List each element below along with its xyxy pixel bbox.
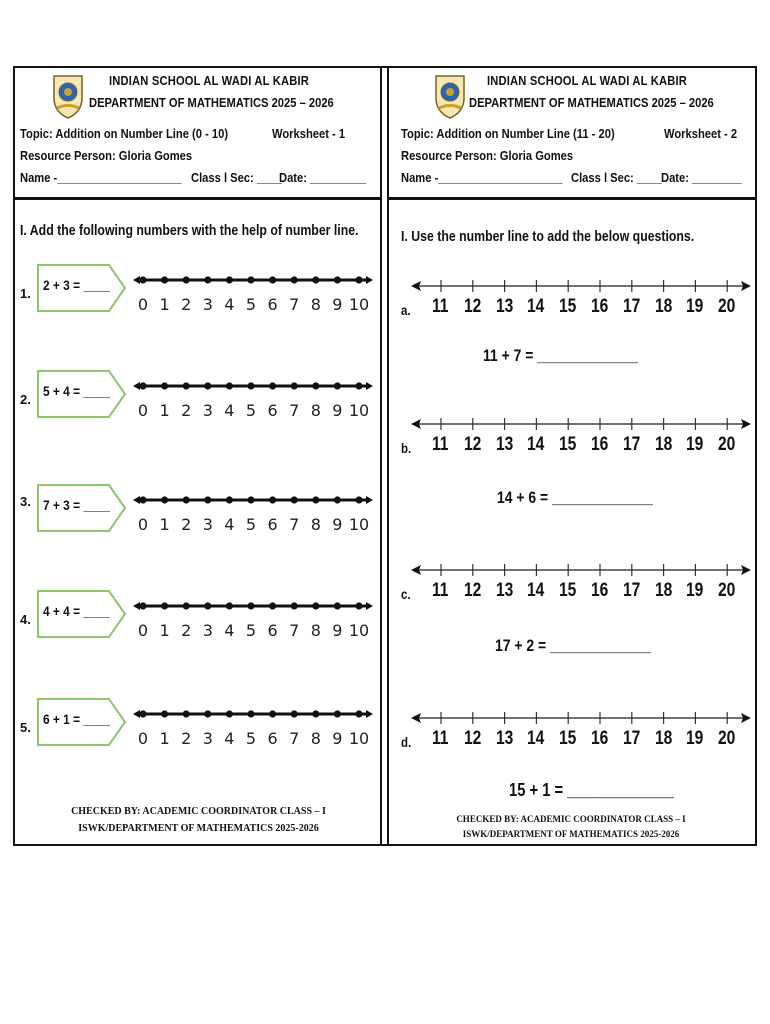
tick-dot	[269, 382, 276, 389]
question-expression[interactable]: 7 + 3 = ____	[43, 497, 110, 513]
arrow-right-icon	[366, 710, 373, 718]
tick-label: 16	[591, 296, 609, 317]
tick-dot	[312, 496, 319, 503]
tick-label: 8	[310, 515, 321, 534]
footer-checked-by: CHECKED BY: ACADEMIC COORDINATOR CLASS – I	[456, 814, 686, 824]
tick-dot	[334, 496, 341, 503]
tick-dot	[139, 276, 146, 283]
tick-label: 4	[224, 515, 235, 534]
arrow-left-icon	[133, 382, 140, 390]
tick-label: 18	[654, 580, 672, 601]
tick-dot	[247, 276, 254, 283]
tick-label: 13	[495, 296, 513, 317]
tick-label: 13	[495, 580, 513, 601]
tick-dot	[183, 276, 190, 283]
tick-label: 12	[463, 728, 482, 749]
footer-department: ISWK/DEPARTMENT OF MATHEMATICS 2025-2026	[462, 829, 680, 839]
number-line-0-10	[133, 700, 373, 760]
tick-label: 7	[289, 515, 300, 534]
worksheet-number: Worksheet - 1	[272, 126, 346, 141]
arrow-left-icon	[133, 710, 140, 718]
worksheet-1-panel	[15, 68, 382, 844]
tick-dot	[312, 276, 319, 283]
tick-label: 3	[202, 729, 213, 748]
question-expression[interactable]: 5 + 4 = ____	[43, 383, 110, 399]
tick-label: 2	[181, 515, 192, 534]
tick-label: 1	[159, 729, 170, 748]
tick-dot	[269, 602, 276, 609]
tick-label: 9	[332, 729, 343, 748]
tick-dot	[269, 496, 276, 503]
question-number: 2.	[20, 392, 31, 407]
tick-label: 7	[289, 621, 300, 640]
arrow-right-icon	[366, 276, 373, 284]
tick-dot	[204, 496, 211, 503]
tick-dot	[247, 496, 254, 503]
tick-label: 16	[591, 580, 609, 601]
tick-dot	[161, 382, 168, 389]
footer-checked-by: CHECKED BY: ACADEMIC COORDINATOR CLASS – I	[71, 806, 326, 817]
tick-label: 1	[159, 621, 170, 640]
arrow-left-icon	[133, 496, 140, 504]
tick-dot	[355, 382, 362, 389]
question-arrow-box	[37, 264, 127, 310]
part-label: b.	[401, 440, 412, 456]
equation-blank[interactable]: 15 + 1 = _____________	[509, 780, 674, 800]
tick-label: 5	[245, 729, 257, 748]
worksheet-1-header	[15, 68, 380, 200]
number-line-0-10	[133, 372, 373, 432]
date-field[interactable]: Date: _________	[279, 170, 367, 185]
tick-dot	[183, 382, 190, 389]
tick-dot	[247, 382, 254, 389]
tick-label: 13	[495, 434, 513, 455]
tick-label: 0	[137, 401, 149, 420]
tick-label: 4	[224, 621, 235, 640]
tick-label: 5	[245, 621, 257, 640]
tick-label: 8	[310, 729, 321, 748]
tick-label: 5	[245, 295, 257, 314]
arrow-right-icon	[366, 602, 373, 610]
tick-label: 16	[591, 434, 609, 455]
tick-label: 17	[622, 296, 641, 317]
tick-dot	[204, 602, 211, 609]
tick-label: 0	[137, 621, 149, 640]
topic-text: Topic: Addition on Number Line (0 - 10)	[20, 126, 229, 141]
tick-label: 20	[718, 728, 736, 749]
tick-label: 6	[267, 729, 278, 748]
question-arrow-box	[37, 698, 127, 744]
tick-label: 3	[202, 401, 213, 420]
question-number: 5.	[20, 720, 31, 735]
tick-label: 0	[137, 295, 149, 314]
tick-dot	[161, 602, 168, 609]
tick-dot	[226, 602, 233, 609]
tick-label: 10	[348, 401, 370, 420]
tick-label: 18	[654, 296, 672, 317]
school-logo-icon	[433, 72, 467, 120]
name-field[interactable]: Name -____________________	[401, 170, 563, 185]
instruction-text: I. Add the following numbers with the help of number line.	[20, 222, 359, 239]
arrow-right-icon	[366, 382, 373, 390]
tick-dot	[204, 710, 211, 717]
resource-person: Resource Person: Gloria Gomes	[20, 148, 193, 163]
question-arrow-box	[37, 590, 127, 636]
tick-label: 17	[622, 434, 641, 455]
tick-dot	[183, 496, 190, 503]
tick-label: 5	[245, 515, 257, 534]
tick-dot	[291, 710, 298, 717]
tick-dot	[312, 602, 319, 609]
school-name: INDIAN SCHOOL AL WADI AL KABIR	[487, 73, 687, 88]
tick-label: 8	[310, 621, 321, 640]
tick-label: 17	[622, 580, 641, 601]
tick-dot	[183, 602, 190, 609]
tick-label: 15	[559, 728, 577, 749]
department-title: DEPARTMENT OF MATHEMATICS 2025 – 2026	[469, 95, 714, 110]
tick-label: 1	[159, 401, 170, 420]
tick-dot	[161, 276, 168, 283]
question-expression[interactable]: 2 + 3 = ____	[43, 277, 110, 293]
tick-dot	[312, 710, 319, 717]
tick-dot	[291, 496, 298, 503]
tick-dot	[139, 382, 146, 389]
tick-label: 4	[224, 295, 235, 314]
worksheet-number: Worksheet - 2	[664, 126, 738, 141]
topic-text: Topic: Addition on Number Line (11 - 20)	[401, 126, 615, 141]
tick-label: 12	[463, 296, 482, 317]
tick-dot	[355, 710, 362, 717]
tick-dot	[204, 382, 211, 389]
tick-dot	[291, 382, 298, 389]
tick-label: 0	[137, 729, 149, 748]
tick-label: 10	[348, 515, 370, 534]
tick-label: 11	[432, 580, 449, 601]
department-title: DEPARTMENT OF MATHEMATICS 2025 – 2026	[89, 95, 334, 110]
part-label: c.	[401, 586, 411, 602]
tick-label: 1	[159, 295, 170, 314]
class-section-field[interactable]: Class l Sec: ____	[571, 170, 662, 185]
tick-label: 0	[137, 515, 149, 534]
tick-label: 11	[432, 434, 449, 455]
tick-dot	[226, 276, 233, 283]
equation-blank[interactable]: 17 + 2 = _____________	[495, 636, 651, 655]
tick-dot	[355, 276, 362, 283]
tick-label: 2	[181, 295, 192, 314]
tick-label: 3	[202, 621, 213, 640]
tick-label: 9	[332, 515, 343, 534]
tick-dot	[247, 710, 254, 717]
tick-label: 19	[686, 580, 704, 601]
tick-dot	[226, 496, 233, 503]
tick-dot	[334, 602, 341, 609]
tick-label: 15	[559, 580, 577, 601]
tick-dot	[334, 276, 341, 283]
equation-blank[interactable]: 14 + 6 = _____________	[497, 488, 653, 507]
tick-label: 10	[348, 729, 370, 748]
arrow-left-icon	[133, 602, 140, 610]
tick-dot	[161, 496, 168, 503]
tick-label: 11	[432, 728, 449, 749]
tick-dot	[291, 276, 298, 283]
tick-label: 14	[527, 434, 545, 455]
number-line-0-10	[133, 592, 373, 652]
tick-label: 10	[348, 295, 370, 314]
school-name: INDIAN SCHOOL AL WADI AL KABIR	[109, 73, 309, 88]
question-expression[interactable]: 4 + 4 = ____	[43, 603, 110, 619]
tick-label: 6	[267, 295, 278, 314]
tick-dot	[312, 382, 319, 389]
tick-dot	[183, 710, 190, 717]
tick-label: 8	[310, 401, 321, 420]
tick-dot	[226, 382, 233, 389]
number-line-0-10	[133, 266, 373, 326]
tick-label: 4	[224, 401, 235, 420]
equation-blank[interactable]: 11 + 7 = _____________	[483, 346, 639, 365]
tick-label: 7	[289, 729, 300, 748]
tick-label: 19	[686, 728, 704, 749]
class-section-field[interactable]: Class l Sec: ____	[191, 170, 282, 185]
tick-label: 14	[527, 296, 545, 317]
tick-label: 12	[463, 434, 482, 455]
tick-label: 4	[224, 729, 235, 748]
tick-label: 19	[686, 296, 704, 317]
part-label: a.	[401, 302, 411, 318]
tick-label: 15	[559, 434, 577, 455]
tick-label: 18	[654, 728, 672, 749]
tick-label: 5	[245, 401, 257, 420]
tick-label: 16	[591, 728, 609, 749]
tick-dot	[204, 276, 211, 283]
question-arrow-box	[37, 484, 127, 530]
tick-dot	[247, 602, 254, 609]
tick-label: 2	[181, 729, 192, 748]
tick-label: 2	[181, 401, 192, 420]
resource-person: Resource Person: Gloria Gomes	[401, 148, 574, 163]
tick-label: 20	[718, 580, 736, 601]
tick-label: 12	[463, 580, 482, 601]
tick-dot	[269, 276, 276, 283]
tick-label: 3	[202, 295, 213, 314]
tick-dot	[291, 602, 298, 609]
tick-label: 6	[267, 401, 278, 420]
tick-label: 7	[289, 401, 300, 420]
tick-label: 20	[718, 296, 736, 317]
tick-label: 8	[310, 295, 321, 314]
date-field[interactable]: Date: ________	[661, 170, 742, 185]
worksheet-2-header	[389, 68, 755, 200]
tick-label: 6	[267, 621, 278, 640]
tick-label: 17	[622, 728, 641, 749]
tick-dot	[139, 602, 146, 609]
tick-label: 13	[495, 728, 513, 749]
tick-label: 20	[718, 434, 736, 455]
tick-dot	[355, 602, 362, 609]
tick-dot	[334, 710, 341, 717]
tick-dot	[334, 382, 341, 389]
tick-label: 2	[181, 621, 192, 640]
question-arrow-box	[37, 370, 127, 416]
tick-dot	[226, 710, 233, 717]
name-field[interactable]: Name -____________________	[20, 170, 182, 185]
part-label: d.	[401, 734, 412, 750]
question-expression[interactable]: 6 + 1 = ____	[43, 711, 110, 727]
number-line-0-10	[133, 486, 373, 546]
tick-dot	[139, 710, 146, 717]
tick-label: 18	[654, 434, 672, 455]
tick-dot	[139, 496, 146, 503]
tick-dot	[269, 710, 276, 717]
tick-label: 15	[559, 296, 577, 317]
question-number: 1.	[20, 286, 31, 301]
tick-label: 9	[332, 621, 343, 640]
tick-label: 9	[332, 401, 343, 420]
tick-label: 10	[348, 621, 370, 640]
tick-label: 7	[289, 295, 300, 314]
tick-label: 6	[267, 515, 278, 534]
tick-label: 14	[527, 728, 545, 749]
worksheet-2-panel	[387, 68, 755, 844]
tick-label: 9	[332, 295, 343, 314]
worksheet-sheet	[13, 66, 757, 846]
instruction-text: I. Use the number line to add the below questions.	[401, 228, 695, 245]
tick-label: 1	[159, 515, 170, 534]
question-number: 4.	[20, 612, 31, 627]
arrow-left-icon	[133, 276, 140, 284]
tick-label: 3	[202, 515, 213, 534]
question-number: 3.	[20, 494, 31, 509]
arrow-right-icon	[366, 496, 373, 504]
tick-label: 14	[527, 580, 545, 601]
tick-label: 11	[432, 296, 449, 317]
tick-label: 19	[686, 434, 704, 455]
tick-dot	[355, 496, 362, 503]
tick-dot	[161, 710, 168, 717]
footer-department: ISWK/DEPARTMENT OF MATHEMATICS 2025-2026	[78, 823, 319, 834]
school-logo-icon	[51, 72, 85, 120]
